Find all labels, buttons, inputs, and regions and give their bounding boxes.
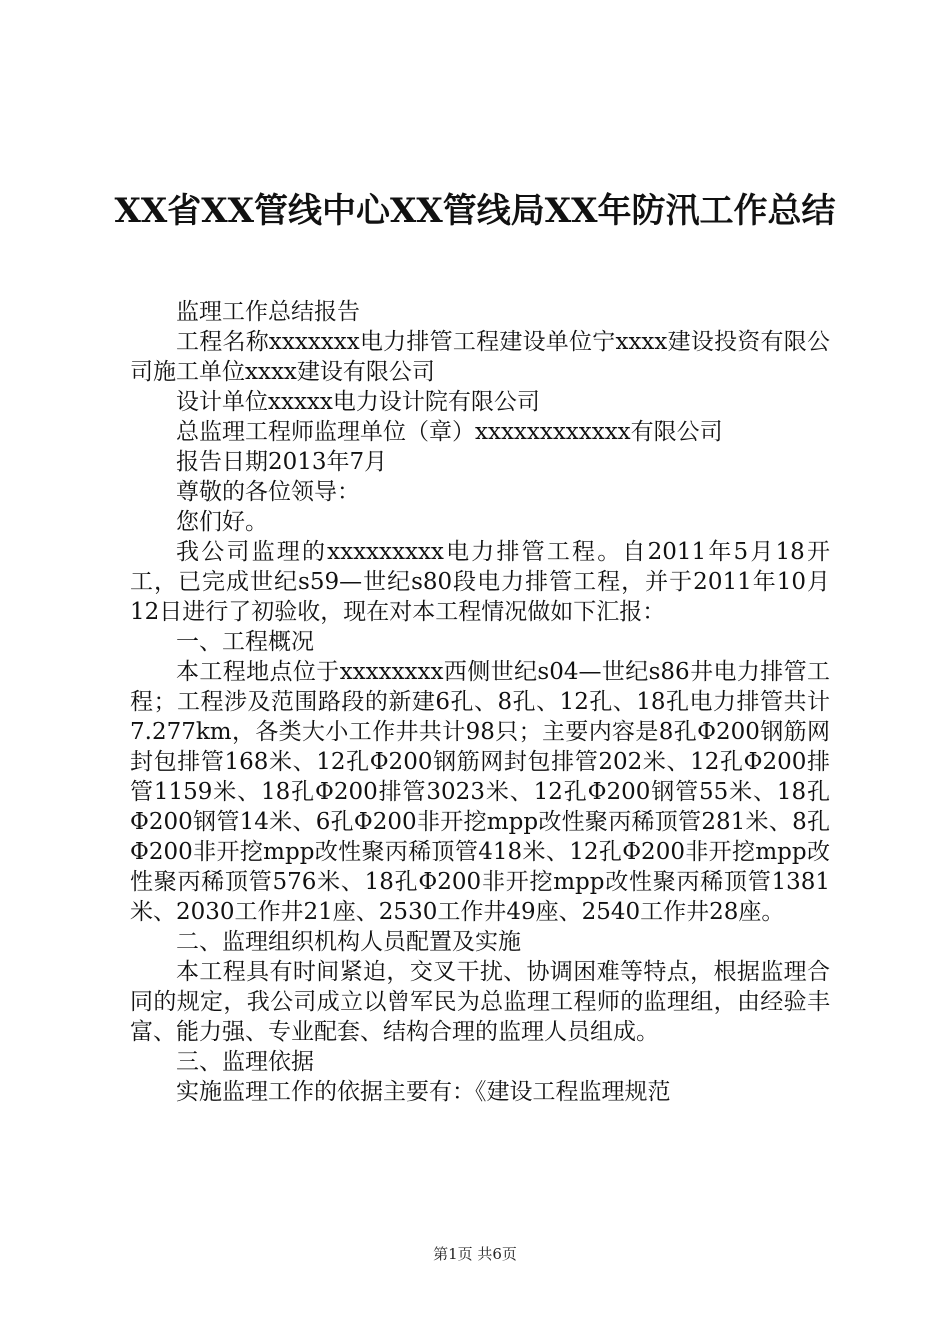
- paragraph-basis: 实施监理工作的依据主要有：《建设工程监理规范: [176, 1079, 671, 1105]
- paragraph-chief-supervisor: 总监理工程师监理单位（章）xxxxxxxxxxxx有限公司: [176, 419, 723, 445]
- document-body: [130, 297, 830, 1107]
- paragraph-salutation: 尊敬的各位领导：: [176, 479, 360, 505]
- page-number-footer: 第1页 共6页: [433, 1245, 517, 1263]
- paragraph-overview: 本工程地点位于xxxxxxxx西侧世纪s04—世纪s86井电力排管工程；工程涉及范围路段的新建6孔、8孔、12孔、18孔电力排管共计7.277km，各类大小工作井共计98只；主要内容是8孔Φ200钢筋网封包排管168米、12孔Φ200钢筋网封包排管202米、12孔Φ200排管1159米、18孔Φ200排管3023米、12孔Φ200钢管55米、18孔Φ200钢管14米、6孔Φ200非开挖mpp改性聚丙稀顶管281米、8孔Φ200非开挖mpp改性聚丙稀顶管418米、12孔Φ200非开挖mpp改性聚丙稀顶管576米、18孔Φ200非开挖mpp改性聚丙稀顶管1381米、2030工作井21座、2530工作井49座、2540工作井28座。: [130, 659, 830, 925]
- section-heading-organization: 二、监理组织机构人员配置及实施: [176, 929, 521, 955]
- paragraph-project-name: 工程名称xxxxxxx电力排管工程建设单位宁xxxx建设投资有限公司施工单位xxxx建设有限公司: [130, 329, 830, 385]
- paragraph-report-date: 报告日期2013年7月: [176, 449, 388, 475]
- section-heading-overview: 一、工程概况: [176, 629, 314, 655]
- document-title: XX省XX管线中心XX管线局XX年防汛工作总结: [114, 191, 836, 231]
- paragraph-organization: 本工程具有时间紧迫，交叉干扰、协调困难等特点，根据监理合同的规定，我公司成立以曾军民为总监理工程师的监理组，由经验丰富、能力强、专业配套、结构合理的监理人员组成。: [130, 959, 830, 1045]
- paragraph-intro: 我公司监理的xxxxxxxxx电力排管工程。自2011年5月18开工，已完成世纪s59—世纪s80段电力排管工程，并于2011年10月12日进行了初验收，现在对本工程情况做如下汇报：: [130, 539, 830, 625]
- paragraph-greeting: 您们好。: [176, 509, 268, 535]
- section-heading-basis: 三、监理依据: [176, 1049, 314, 1075]
- paragraph-design-unit: 设计单位xxxxx电力设计院有限公司: [176, 389, 540, 415]
- paragraph-report-heading: 监理工作总结报告: [176, 299, 360, 325]
